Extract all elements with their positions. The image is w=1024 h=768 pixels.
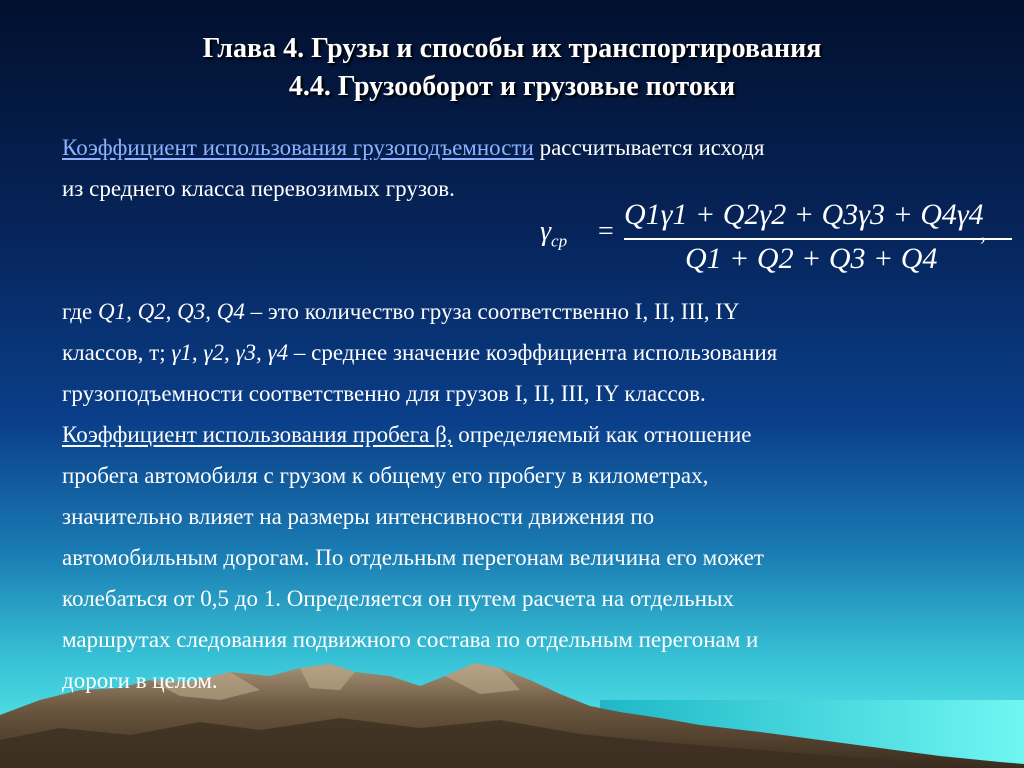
text-fragment: – это количество груза соответственно I, II, III, IY (244, 299, 740, 324)
body-line-12: дороги в целом. (62, 668, 218, 693)
formula-lhs-subscript: ср (551, 231, 568, 251)
equals-sign: = (598, 216, 614, 247)
text-fragment: – среднее значение коэффициента использования (288, 340, 778, 365)
text-fragment: определяемый как отношение (452, 422, 752, 447)
text-fragment: где (62, 299, 98, 324)
body-line-11: маршрутах следования подвижного состава по отдельным перегонам и (62, 627, 759, 652)
body-line-4 (62, 332, 972, 373)
formula-gamma-average (540, 198, 990, 288)
body-line-6 (62, 414, 972, 455)
chapter-title: Глава 4. Грузы и способы их транспортирования (202, 33, 822, 64)
formula-numerator: Q1γ1 + Q2γ2 + Q3γ3 + Q4γ4 (624, 198, 984, 231)
text-fragment: классов, т; (62, 340, 172, 365)
q-variables: Q1, Q2, Q3, Q4 (97, 299, 245, 324)
term-mileage-coefficient: Коэффициент использования пробега β, (62, 422, 453, 447)
fraction-bar (624, 238, 1012, 240)
body-line-5: грузоподъемности соответственно для грузов I, II, III, IY классов. (62, 381, 706, 406)
formula-denominator: Q1 + Q2 + Q3 + Q4 (685, 242, 938, 275)
gamma-variables: γ1, γ2, γ3, γ4 (171, 340, 289, 365)
body-line-1 (62, 127, 972, 168)
gamma-symbol: γ (540, 216, 552, 247)
body-line-7: пробега автомобиля с грузом к общему его пробегу в километрах, (62, 463, 709, 488)
term-link-load-capacity[interactable]: Коэффициент использования грузоподъемности (62, 135, 534, 160)
body-line-2: из среднего класса перевозимых грузов. (62, 176, 455, 201)
body-line-3 (62, 291, 972, 332)
body-line-10: колебаться от 0,5 до 1. Определяется он путем расчета на отдельных (62, 586, 734, 611)
body-line-8: значительно влияет на размеры интенсивности движения по (62, 504, 655, 529)
text-fragment: рассчитывается исходя (533, 135, 765, 160)
formula-lhs (540, 216, 567, 252)
slide-title (0, 30, 1024, 106)
formula-comma: , (980, 220, 986, 246)
body-line-9: автомобильным дорогам. По отдельным перегонам величина его может (62, 545, 764, 570)
section-title: 4.4. Грузооборот и грузовые потоки (288, 71, 736, 102)
